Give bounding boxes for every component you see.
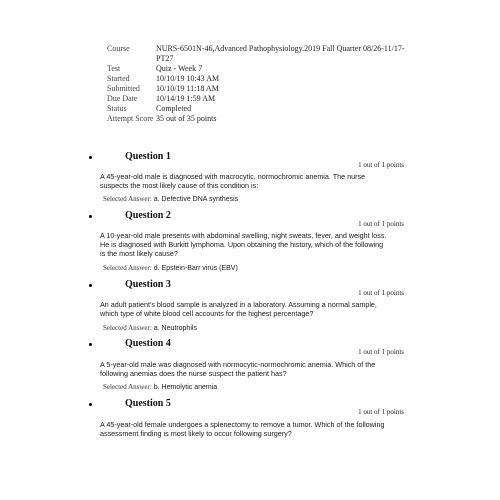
meta-value: 10/14/19 1:59 AM xyxy=(156,94,216,103)
question-text: A 45-year-old female undergoes a splenectomy to remove a tumor. Which of the following assessment finding is most likely to occur following surgery? xyxy=(100,420,385,438)
selected-answer-value: b. Hemolytic anemia xyxy=(153,384,218,391)
question-text: A 10-year-old male presents with abdominal swelling, night sweats, fever, and weight loss. He is diagnosed with Burkitt lymphoma. Upon obtaining the history, which of the following is the most likely cause? xyxy=(100,231,387,258)
meta-key: Course xyxy=(107,44,130,53)
meta-key: Attempt Score xyxy=(107,114,154,123)
selected-answer-label: Selected Answer: xyxy=(103,324,152,332)
meta-row-due-date xyxy=(107,94,417,104)
meta-row-status xyxy=(107,104,417,114)
selected-answer-label: Selected Answer: xyxy=(103,264,152,272)
bullet-icon xyxy=(89,284,92,287)
meta-key: Submitted xyxy=(107,84,140,93)
question-title: Question 1 xyxy=(125,151,171,162)
selected-answer-value: a. Neutrophils xyxy=(153,325,197,332)
selected-answer xyxy=(103,383,217,391)
meta-value: 10/10/19 11:18 AM xyxy=(156,84,219,93)
selected-answer-value: a. Defective DNA synthesis xyxy=(153,196,239,203)
question-points: 1 out of 1 points xyxy=(358,408,404,416)
meta-value: NURS-6501N-46,Advanced Pathophysiology.2019 Fall Quarter 08/26-11/17-PT27 xyxy=(156,44,405,63)
test-metadata xyxy=(107,44,417,124)
selected-answer-value: d. Epstein-Barr virus (EBV) xyxy=(153,265,238,272)
meta-value: Completed xyxy=(156,104,192,113)
question-text: An adult patient's blood sample is analyzed in a laboratory. Assuming a normal sample, which type of white blood cell accounts for the highest percentage? xyxy=(100,300,377,318)
selected-answer-label: Selected Answer: xyxy=(103,195,152,203)
meta-key: Test xyxy=(107,64,121,73)
meta-row-attempt-score xyxy=(107,114,417,124)
meta-row-started xyxy=(107,74,417,84)
bullet-icon xyxy=(89,343,92,346)
bullet-icon xyxy=(89,403,92,406)
question-title: Question 3 xyxy=(125,279,171,290)
question-text: A 45-year-old male is diagnosed with macrocytic, normochromic anemia. The nurse suspects the most likely cause of this condition is: xyxy=(100,172,366,190)
meta-key: Started xyxy=(107,74,130,83)
meta-row-test xyxy=(107,64,417,74)
question-title: Question 5 xyxy=(125,398,171,409)
meta-row-course xyxy=(107,44,417,64)
question-points: 1 out of 1 points xyxy=(358,289,404,297)
question-points: 1 out of 1 points xyxy=(358,220,404,228)
question-points: 1 out of 1 points xyxy=(358,348,404,356)
bullet-icon xyxy=(89,156,92,159)
bullet-icon xyxy=(89,215,92,218)
selected-answer xyxy=(103,264,238,272)
meta-key: Due Date xyxy=(107,94,138,103)
meta-row-submitted xyxy=(107,84,417,94)
selected-answer xyxy=(103,195,238,203)
question-title: Question 2 xyxy=(125,210,171,221)
meta-value: Quiz - Week 7 xyxy=(156,64,203,73)
question-title: Question 4 xyxy=(125,338,171,349)
question-points: 1 out of 1 points xyxy=(358,161,404,169)
selected-answer-label: Selected Answer: xyxy=(103,383,152,391)
meta-key: Status xyxy=(107,104,127,113)
meta-value: 10/10/19 10:43 AM xyxy=(156,74,220,83)
question-text: A 5-year-old male was diagnosed with normocytic-normochromic anemia. Which of the following anemias does the nurse suspect the patient has? xyxy=(100,360,376,378)
meta-value: 35 out of 35 points xyxy=(156,114,217,123)
selected-answer xyxy=(103,324,197,332)
